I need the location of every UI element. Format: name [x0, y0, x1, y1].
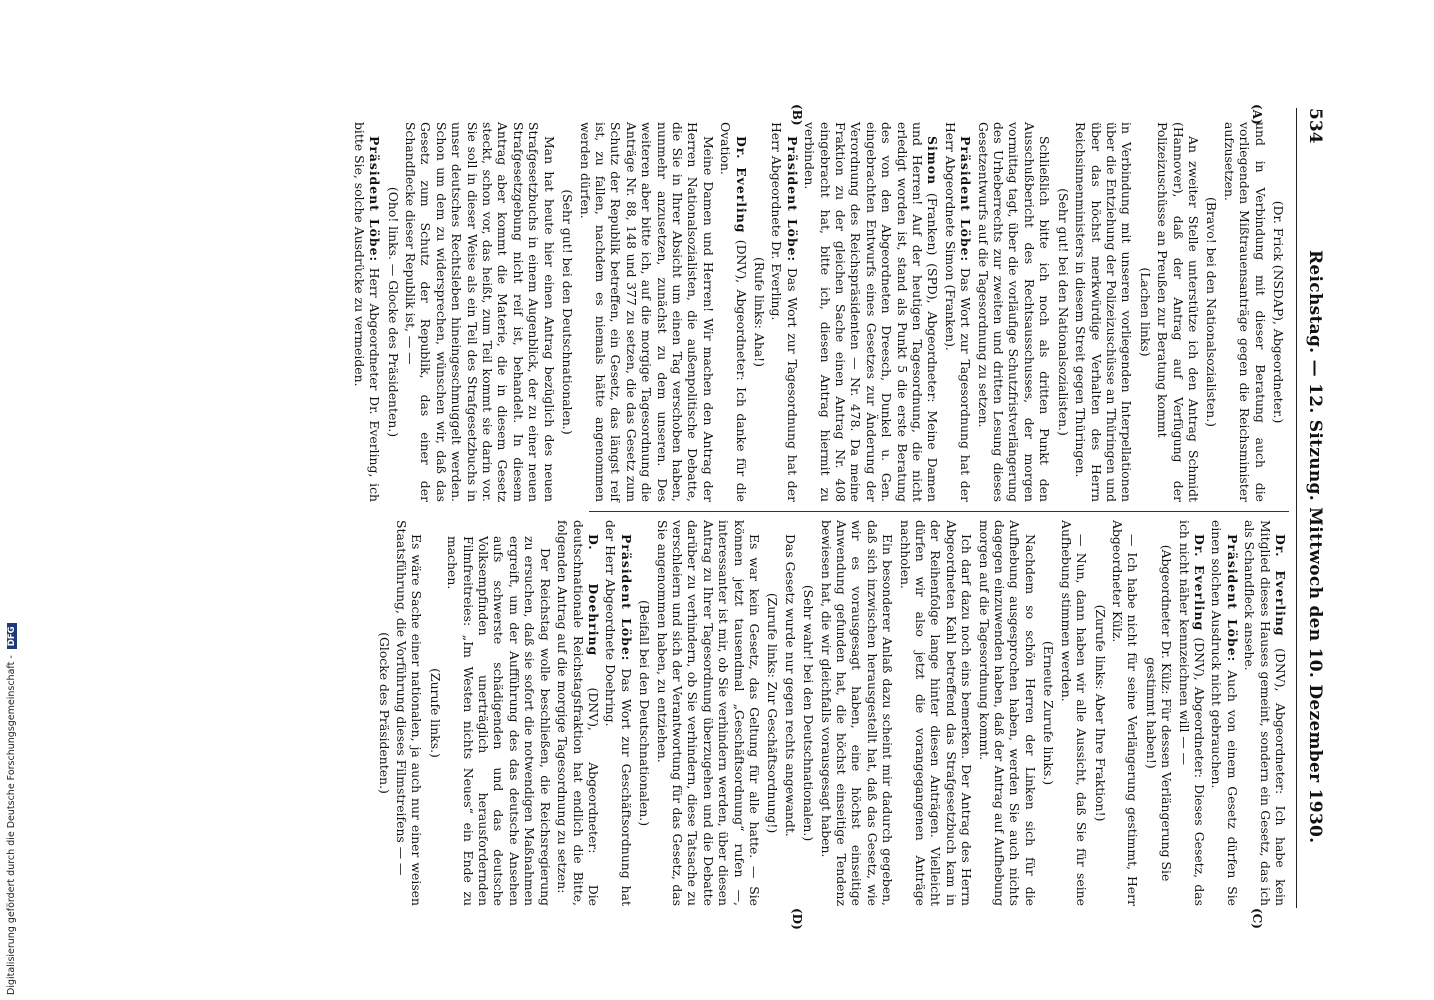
- interjection: (Rufe links: Aha!): [752, 256, 767, 367]
- speech-text: Das Wort zur Tagesordnung hat der Herr Abgeordnete Dr. Everling.: [769, 122, 800, 502]
- margin-marker-d: (D): [790, 908, 804, 930]
- paragraph: und in Verbindung mit dieser Beratung auch die vorliegenden Mißtrauensanträge gegen die Reichsminister aufzusetzen.: [1221, 122, 1268, 502]
- interjection: (Bravo! bei den Nationalsozialisten.): [1204, 197, 1220, 427]
- speech: [1176, 520, 1207, 906]
- paragraph: Man hat heute hier einen Antrag bezüglich des neuen Strafgesetzbuchs in einem Augenblick, der zu einer neuen Strafgesetzgebung nicht reif ist, behandelt. In diesem Antrag aber kommt die Materie, die in diesem Gesetz steckt, schon vor, das heißt, zum Teil kommt sie darin vor. Sie soll in dieser Weise als ein Teil des Strafgesetzbuchs in unser deutsches Rechtsleben hineingeschmuggelt werden. Schon um dem zu widersprechen, wünschen wir, daß das Gesetz zum Schutz der Republik, das einer der Schandflecke dieser Republik ist, — —: [403, 122, 557, 502]
- dfg-logo: DFG: [7, 623, 17, 649]
- speaker-continuation: (Dr. Frick (NSDAP), Abgeordneter.): [1271, 200, 1286, 424]
- speaker-name: Dr. Everling: [733, 136, 749, 234]
- speech: [1242, 520, 1288, 906]
- paragraph: Meine Damen und Herren! Wir machen den Antrag der Herren Nationalsozialisten, die außenpolitische Debatte, die Sie in Ihrer Absicht um einen Tag verschoben haben, nunmehr anzusetzen, zunächst zu dem unseren. Des weiteren aber bitte ich, auf die morgige Tagesordnung die Anträge Nr. 88, 148 und 377 zu setzen, die das Gesetz zum Schutz der Republik betreffen, ein Gesetz, das längst reif ist, zu fallen, nachdem es niemals hätte angenommen werden dürfen.: [577, 122, 716, 502]
- speech: [1209, 520, 1240, 906]
- interjection: (Abgeordneter Dr. Külz: Für dessen Verlängerung Sie gestimmt haben!): [1143, 544, 1175, 882]
- interjection: (Sehr gut! bei den Nationalsozialisten.): [1055, 188, 1071, 436]
- paragraph: — Ich habe nicht für seine Verlängerung gestimmt, Herr Abgeordneter Külz.: [1109, 520, 1141, 906]
- speech-text: Das Wort zur Tagesordnung hat der Herr Abgeordnete Simon (Franken).: [942, 122, 974, 502]
- margin-marker-c: (C): [1250, 908, 1264, 929]
- interjection: (Oho! links. — Glocke des Präsidenten.): [385, 186, 401, 438]
- paragraph: — Nun, dann haben wir alle Aussicht, daß Sie für seine Aufhebung stimmen werden.: [1058, 520, 1090, 906]
- speaker-name: Präsident Löbe:: [958, 136, 974, 263]
- page-header: [1296, 108, 1329, 908]
- interjection: (Sehr gut! bei den Deutschnationalen.): [560, 189, 576, 435]
- speech: [603, 520, 634, 906]
- speaker-name: Präsident Löbe:: [367, 136, 383, 263]
- speaker-name: Präsident Löbe:: [784, 136, 800, 263]
- margin-marker-a: (A): [1250, 104, 1264, 125]
- speech: [769, 122, 800, 502]
- right-column: [373, 520, 1288, 906]
- interjection: (Zurufe links.): [427, 668, 443, 758]
- speech: [555, 520, 601, 906]
- paragraph: An zweiter Stelle unterstütze ich den Antrag Schmidt (Hannover), daß der Antrag auf Verfügung der Polizeizuschüsse an Preußen zur Beratung kommt: [1155, 122, 1201, 502]
- speech-text: Herr Abgeordneter Dr. Everling, ich bitte Sie, solche Ausdrücke zu vermeiden.: [351, 122, 383, 502]
- paragraph: Schließlich bitte ich noch als dritten Punkt den Ausschußbericht des Rechtsausschusses, der morgen vormittag tagt, über die vorläufige Schutzfristverlängerung des Urheberrechts zur zweiten und dritten Lesung dieses Gesetzentwurfs auf die Tagesordnung zu setzen.: [975, 122, 1053, 502]
- speaker-name: Präsident Löbe:: [618, 534, 634, 662]
- paragraph: Ein besonderer Anlaß dazu scheint mir dadurch gegeben, daß sich inzwischen herausgestellt hat, daß das Gesetz, wie wir es vorausgesagt haben, eine höchst einseitige Anwendung gefunden hat, die höchst einseitige Tendenz bewiesen hat, die wir gleichfalls vorausgesagt haben.: [818, 520, 896, 906]
- interjection: (Zurufe links: Zur Geschäftsordnung!): [765, 592, 781, 834]
- column-divider: [589, 511, 1289, 512]
- speaker-name: Präsident Löbe:: [1224, 534, 1240, 663]
- speech: [942, 122, 973, 502]
- speaker-name: Dr. Everling: [1191, 534, 1207, 632]
- interjection: (Zurufe links: Aber Ihre Fraktion!): [1092, 604, 1108, 822]
- speech: [718, 122, 749, 502]
- speech-text: (Franken) (SPD), Abgeordneter: Meine Damen und Herren! Auf der heutigen Tagesordnung, die nicht erledigt worden ist, stand als Punkt 5 die erste Beratung des von den Abgeordneten Dreesch, Dunkel u. Gen. eingebrachten Entwurfs eines Gesetzes zur Änderung der Verordnung des Reichspräsidenten — Nr. 478. Da meine Fraktion zu der gleichen Sache einen Antrag Nr. 408 eingebracht hat, bitte ich, diesen Antrag hiermit zu verbinden.: [802, 122, 941, 502]
- speech-text: (DNV), Abgeordneter: Die deutschnationale Reichstagsfraktion hat endlich die Bitte, folgenden Antrag auf die morgige Tagesordnung zu setzen:: [555, 520, 601, 906]
- speech-text: (DNV), Abgeordneter: Dieses Gesetz, das ich nicht näher kennzeichnen will — —: [1176, 520, 1207, 906]
- page-number: 534: [1305, 108, 1325, 144]
- speech-text: Auch von einem Gesetz dürfen Sie einen solchen Ausdruck nicht gebrauchen.: [1209, 520, 1240, 906]
- motion-quote: Der Reichstag wolle beschließen, die Reichsregierung zu ersuchen, daß sie sofort die notwendigen Maßnahmen ergreift, um der Aufführung des das deutsche Ansehen aufs schwerste schädigenden und das deutsche Volksempfinden unerträglich herausfordernden Filmfreitreies: „Im Westen nichts Neues“ ein Ende zu machen.: [445, 536, 553, 906]
- digitization-credit: [6, 575, 20, 995]
- paragraph: Nachdem so schön Herren der Linken sich für die Aufhebung ausgesprochen haben, werden Sie auch nichts dagegen einzuwenden haben, daß der Antrag auf Aufhebung morgen auf die Tagesordnung kommt.: [976, 520, 1038, 906]
- paragraph: in Verbindung mit unseren vorliegenden Interpellationen über die Entziehung der Polizeizuschüsse an Thüringen und über das höchst merkwürdige Verhalten des Herrn Reichsinnenministers in diesem Streit gegen Thüringen.: [1073, 122, 1135, 502]
- interjection: (Erneute Zurufe links.): [1041, 640, 1057, 786]
- interjection: (Sehr wahr! bei den Deutschnationalen.): [801, 584, 817, 842]
- speech: [802, 122, 941, 502]
- credit-text: Digitalisierung gefördert durch die Deutsche Forschungsgemeinschaft -: [6, 655, 17, 995]
- interjection: (Lachen links): [1137, 267, 1153, 357]
- speech-text: (DNV), Abgeordneter: Ich habe kein Mitglied dieses Hauses gemeint, sondern ein Gesetz, das ich als Schandfleck ansehe.: [1242, 520, 1288, 906]
- interjection: (Beifall bei den Deutschnationalen.): [637, 599, 653, 827]
- speech-text: (DNV), Abgeordneter: Ich danke für die Ovation.: [718, 122, 749, 502]
- speech: [351, 122, 382, 502]
- interjection: (Glocke des Präsidenten.): [376, 632, 392, 794]
- left-column: [349, 122, 1288, 502]
- speaker-name: D. Doehring: [585, 534, 601, 657]
- paragraph: Es wäre Sache einer nationalen, ja auch nur einer weisen Staatsführung, die Vorführung dieses Filmstreifens — —: [394, 520, 425, 906]
- speaker-name: Dr. Everling: [1273, 534, 1288, 637]
- speaker-name: Simon: [925, 136, 941, 186]
- margin-marker-b: (B): [790, 104, 804, 126]
- paragraph: Das Gesetz wurde nur gegen rechts angewandt.: [782, 534, 798, 837]
- speech-text: Das Wort zur Geschäftsordnung hat der Herr Abgeordnete Doehring.: [603, 520, 634, 906]
- page-title: Reichstag. — 12. Sitzung. Mittwoch den 10. Dezember 1930.: [1305, 250, 1325, 844]
- paragraph: Ich darf dazu noch eins bemerken. Der Antrag des Herrn Abgeordneten Kahl betreffend das Strafgesetzbuch kam in der Reihenfolge lange hinter diesen Anträgen. Vielleicht dürfen wir also jetzt die vorangegangenen Anträge nachholen.: [897, 520, 975, 906]
- paragraph: Es war kein Gesetz, das Geltung für alle hatte. — Sie können jetzt tausendmal „Geschäftsordnung“ rufen —, interessanter ist mir, ob Sie verhindern werden, über diesen Antrag zu Ihrer Tagesordnung überzugehen und die Debatte darüber zu verhindern, ob Sie verhindern, diese Tatsache zu verschleiern und sich der Verantwortung für das Gesetz, das Sie angenommen haben, zu entziehen.: [654, 520, 762, 906]
